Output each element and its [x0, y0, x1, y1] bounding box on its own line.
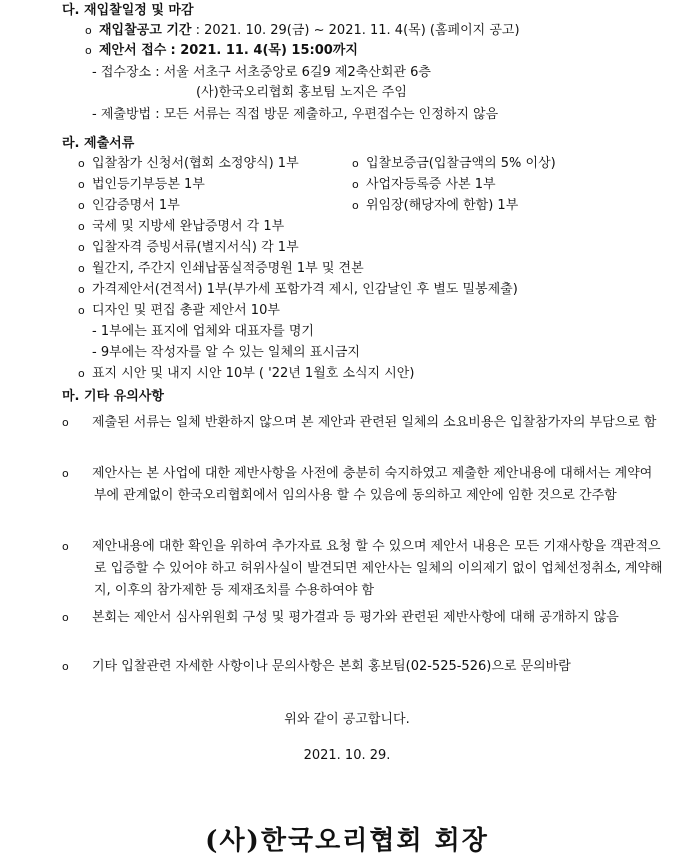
doc-item [352, 155, 556, 173]
bullet-icon: o [62, 467, 69, 480]
schedule-line [85, 22, 520, 40]
note-text: 제안내용에 대한 확인을 위하여 추가자료 요청 할 수 있으며 제안서 내용은 모든 기재사항을 객관적으로 입증할 수 있어야 하고 허위사실이 발견되면 제안사는 일체의 이의제기 없이 업체선정취소, 계약해지, 이후의 참가제한 등 제재조치를 수용하여야 함 [92, 539, 663, 598]
doc-item [78, 302, 280, 320]
bullet-icon: o [62, 416, 69, 429]
bullet-icon: o [62, 660, 69, 673]
doc-item-text: 표지 시안 및 내지 시안 10부 ( '22년 1월호 소식지 시안) [92, 366, 415, 381]
note-text: 제출된 서류는 일체 반환하지 않으며 본 제안과 관련된 일체의 소요비용은 입찰참가자의 부담으로 함 [92, 415, 657, 430]
bullet-icon: o [62, 611, 69, 624]
submission-place: - 접수장소 : 서울 서초구 서초중앙로 6길9 제2축산회관 6층 [92, 65, 431, 80]
doc-item [352, 176, 496, 194]
submission-method: - 제출방법 : 모든 서류는 직접 방문 제출하고, 우편접수는 인정하지 않음 [92, 107, 499, 122]
doc-item [78, 155, 299, 173]
note-item [62, 607, 664, 629]
bullet-icon: o [78, 367, 85, 380]
note-text: 제안사는 본 사업에 대한 제반사항을 사전에 충분히 숙지하였고 제출한 제안내용에 대해서는 계약여부에 관계없이 한국오리협회에서 임의사용 할 수 있음에 동의하고 제안에 임한 것으로 간주함 [92, 466, 653, 503]
signature: (사)한국오리협회 회장 [205, 826, 489, 856]
doc-item-text: 월간지, 주간지 인쇄납품실적증명원 1부 및 견본 [92, 261, 364, 276]
doc-item-text: 위임장(해당자에 한함) 1부 [366, 198, 519, 213]
doc-item-text: 가격제안서(견적서) 1부(부가세 포함가격 제시, 인감날인 후 별도 밀봉제출) [92, 282, 518, 297]
doc-item [78, 281, 518, 299]
doc-item-text: 입찰자격 증빙서류(별지서식) 각 1부 [92, 240, 299, 255]
note-item [62, 536, 664, 602]
doc-item [78, 197, 180, 215]
schedule-value: : 2021. 10. 29(금) ~ 2021. 11. 4(목) (홈페이지 공고) [195, 23, 520, 38]
bullet-icon: o [78, 241, 85, 254]
deadline-label: 제안서 접수 [99, 43, 167, 58]
doc-item-text: 입찰보증금(입찰금액의 5% 이상) [366, 156, 556, 171]
bullet-icon: o [85, 24, 92, 37]
bullet-icon: o [62, 540, 69, 553]
note-item [62, 656, 664, 678]
section-ma-title: 마. 기타 유의사항 [62, 389, 164, 404]
bullet-icon: o [352, 178, 359, 191]
doc-item [78, 365, 414, 383]
notice-date: 2021. 10. 29. [303, 748, 391, 763]
doc-item [352, 197, 518, 215]
doc-item [78, 176, 205, 194]
closing-statement: 위와 같이 공고합니다. [284, 712, 410, 727]
doc-item-text: 입찰참가 신청서(협회 소정양식) 1부 [92, 156, 299, 171]
doc-subitem: - 1부에는 표지에 업체와 대표자를 명기 [92, 324, 314, 339]
doc-item-text: 국세 및 지방세 완납증명서 각 1부 [92, 219, 285, 234]
note-text: 본회는 제안서 심사위원회 구성 및 평가결과 등 평가와 관련된 제반사항에 대해 공개하지 않음 [92, 610, 619, 625]
doc-item-text: 인감증명서 1부 [92, 198, 180, 213]
bullet-icon: o [78, 178, 85, 191]
note-text: 기타 입찰관련 자세한 사항이나 문의사항은 본회 홍보팀(02-525-526)으로 문의바람 [92, 659, 571, 674]
bullet-icon: o [85, 44, 92, 57]
doc-item-text: 법인등기부등본 1부 [92, 177, 205, 192]
bullet-icon: o [352, 157, 359, 170]
doc-item-text: 디자인 및 편집 총괄 제안서 10부 [92, 303, 280, 318]
bullet-icon: o [78, 199, 85, 212]
doc-item [78, 260, 364, 278]
note-item [62, 463, 664, 507]
doc-item-text: 사업자등록증 사본 1부 [366, 177, 496, 192]
bullet-icon: o [78, 304, 85, 317]
bullet-icon: o [78, 157, 85, 170]
section-ra-title: 라. 제출서류 [62, 136, 135, 151]
doc-item [78, 218, 284, 236]
bullet-icon: o [78, 220, 85, 233]
deadline-line [85, 42, 358, 60]
deadline-value: : 2021. 11. 4(목) 15:00까지 [170, 43, 358, 58]
bullet-icon: o [78, 283, 85, 296]
bullet-icon: o [78, 262, 85, 275]
section-da-title: 다. 재입찰일정 및 마감 [62, 3, 194, 18]
doc-subitem: - 9부에는 작성자를 알 수 있는 일체의 표시금지 [92, 345, 360, 360]
submission-contact: (사)한국오리협회 홍보팀 노지은 주임 [196, 85, 407, 100]
bullet-icon: o [352, 199, 359, 212]
schedule-label: 재입찰공고 기간 [99, 23, 192, 38]
note-item [62, 412, 664, 434]
doc-item [78, 239, 299, 257]
